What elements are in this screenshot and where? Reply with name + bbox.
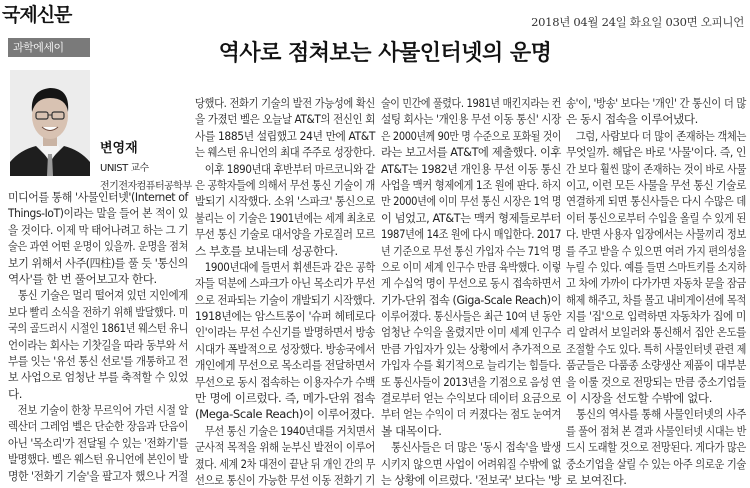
article-text-line: 볼 대목이다. <box>381 423 442 438</box>
article-text-line: 을 가졌던 벨은 오늘날 AT&T의 전신인 회 <box>195 112 375 127</box>
article-text-line: 자들 덕분에 스파크가 아닌 목소리가 무선 <box>195 276 375 291</box>
article-text-line: 엄청난 수익을 올렸지만 이미 세계 인구수 <box>381 325 561 340</box>
dateline: 2018년 04월 24일 화요일 030면 오피니언 <box>531 15 744 29</box>
article-text-line: 간 보다 훨씬 많이 존재하는 것이 바로 사물 <box>566 161 746 176</box>
article-text-line: 1987년에 14조 원에 다시 매입한다. 2017 <box>381 227 561 242</box>
article-text-line: 로 보여진다. <box>566 472 627 487</box>
article-text-line: 이후 1890년대 후반부터 마르코니와 같 <box>204 161 375 176</box>
article-text-line: 누릴 수 있다. 예를 들면 스마트키를 소지하 <box>566 259 746 274</box>
article-text-line: 이고, 이런 모든 사물을 무선 통신 기술로 <box>566 177 746 192</box>
article-text-line: 기가-단위 접속 (Giga-Scale Reach)이 <box>381 292 561 307</box>
article-text-line: 무선으로 동시 접속하는 이용자수가 수백 <box>195 374 375 389</box>
article-text-line: 년 기준으로 무선 통신 가입자 수는 71억 명 <box>381 243 561 258</box>
article-text-line: 라는 보고서를 AT&T에 제출했다. 이후 <box>381 145 561 160</box>
article-text-line: 발되기 시작했다. 소위 '스파크' 통신으로 <box>195 194 375 209</box>
article-text-line: 고 차에 가까이 다가가면 자동차 문을 잠금 <box>566 276 746 291</box>
article-text-line: 역사'를 한 번 풀어보고자 한다. <box>8 271 157 286</box>
article-text-line: 만 2000년에 이미 무선 통신 시장은 1억 명 <box>381 194 561 209</box>
author-photo <box>10 70 90 176</box>
article-text-line: (Mega-Scale Reach)이 이루어졌다. <box>195 407 375 422</box>
author-title: UNIST 교수 <box>100 163 149 174</box>
article-text-line: 무선 통신 기술은 1940년대를 거치면서 <box>204 423 375 438</box>
article-text-line: 시키지 않으면 사업이 어려워질 수밖에 없 <box>381 456 561 471</box>
article-text-line: 통신 기술은 멀리 떨어져 있던 지인에게 <box>17 288 188 303</box>
article-text-line: 으로 전파되는 기술이 개발되기 시작했다. <box>195 292 375 307</box>
section-tag: 과학에세이 <box>8 38 90 57</box>
article-text-line: 은 동시 접속을 이루어냈다. <box>566 112 698 127</box>
article-text-line: 사를 1885년 설립했고 24년 만에 AT&T <box>195 128 375 143</box>
author-byline <box>100 137 192 192</box>
article-text-line: 통신의 역사를 통해 사물인터넷의 사주 <box>576 407 746 422</box>
article-text-line: 를 주고 받을 수 있으면 여러 가지 편의성을 <box>566 243 746 258</box>
article-text-line: 무엇일까. 해답은 바로 '사물'이다. 즉, 인 <box>566 145 746 160</box>
article-text-line: 은 공학자들에 의해서 무선 통신 기술이 개 <box>195 177 375 192</box>
author-name: 변영재 <box>100 141 138 156</box>
article-text-line: 아닌 '목소리'가 전달될 수 있는 '전화기'를 <box>8 435 188 450</box>
article-text-line: 1918년에는 암스트롱이 '슈퍼 헤테로다 <box>195 309 375 324</box>
article-text-line: 이루어졌다. 통신사들은 최근 10여 년 동안 <box>381 309 561 324</box>
article-text-line: 개인에게 무선으로 목소리를 전달하면서 <box>195 358 375 373</box>
article-text-line: 을 것이다. 이제 막 태어나려고 하는 그 기 <box>8 222 188 237</box>
article-text-line: 보 사업으로 엄청난 부를 축적할 수 있었 <box>8 370 188 385</box>
article-text-line: 으로 이미 세계 인구수 만큼 육박했다. 이렇 <box>381 259 561 274</box>
article-text-line: 해제 해주고, 차를 몰고 내비게이션에 목적 <box>566 292 746 307</box>
newspaper-logo: 국제신문 <box>2 4 72 26</box>
article-text-line: 송'이, '방송' 보다는 '개인' 간 통신이 더 많 <box>566 96 746 110</box>
article-text-line: 만큼 가입자가 있는 상황에서 추가적으로 <box>381 341 561 356</box>
article-text-line: 미디어를 통해 '사물인터넷'(Internet of <box>8 190 188 204</box>
article-text-line: 1900년대에 들면서 휘센든과 같은 공학 <box>204 259 375 274</box>
article-text-line: 게 수십억 명이 무선으로 동시 접속하면서 <box>381 276 561 291</box>
article-text-line: 군사적 목적을 위해 눈부신 발전이 이루어 <box>195 440 375 455</box>
article-text-line: 렉산더 그레엄 벨은 단순한 장음과 단음이 <box>8 419 188 434</box>
article-text-line: 당했다. 전화기 기술의 발전 가능성에 확신 <box>195 96 375 110</box>
article-text-line: 부터 얻는 수익이 더 커졌다는 점도 눈여겨 <box>381 407 561 422</box>
article-text-line: 지를 '집'으로 입력하면 자동차가 집에 미 <box>566 309 746 324</box>
article-text-line: 국의 골드러시 시절인 1861년 웨스턴 유니 <box>8 321 188 336</box>
article-text-line: 술이 민간에 풀렸다. 1981년 매킨지라는 컨 <box>381 96 561 110</box>
article-text-line: 졌다. 세계 2차 대전이 끝난 뒤 개인 간의 무 <box>195 456 375 471</box>
article-text-line: 사업을 맥커 형제에게 1조 원에 판다. 하지 <box>381 177 561 192</box>
article-text-line: 전보 기술이 한창 무르익어 가던 시절 알 <box>17 403 188 418</box>
article-text-line: 보다 빨리 소식을 전하기 위해 발달했다. 미 <box>8 304 188 319</box>
article-column-2 <box>195 95 375 488</box>
article-text-line: 다. <box>8 386 23 401</box>
article-text-line: 드시 도래할 것으로 전망된다. 게다가 많은 <box>566 440 746 455</box>
article-text-line: 를 풀어 점쳐 본 결과 사물인터넷 시대는 반 <box>566 423 746 438</box>
article-text-line: 조절할 수도 있다. 특히 사물인터넷 관련 제 <box>566 341 746 356</box>
article-text-line: 발명했다. 벨은 웨스턴 유니언에 본인이 발 <box>8 452 188 467</box>
article-text-line: 인'이라는 무선 수신기를 발명하면서 방송 <box>195 325 375 340</box>
article-text-line: 리 알려서 보일러와 통신해서 집안 온도를 <box>566 325 746 340</box>
article-text-line: 설팅 회사는 '개인용 무선 이동 통신' 시장 <box>381 112 561 127</box>
article-text-line: 술은 과연 어떤 운명이 있을까. 운명을 점쳐 <box>8 239 188 254</box>
article-text-line: 보기 위해서 사주(四柱)를 풀 듯 '통신의 <box>8 255 188 270</box>
article-text-line: 결로부터 얻는 수익보다 데이터 요금으로 <box>381 391 561 406</box>
article-text-line: 그럼, 사람보다 더 많이 존재하는 객체는 <box>575 128 746 143</box>
article-text-line: 통신사들은 더 많은 '동시 접속'을 발생 <box>391 440 561 455</box>
article-column-3 <box>381 95 561 488</box>
headline: 역사로 점쳐보는 사물인터넷의 운명 <box>218 41 552 66</box>
article-text-line: AT&T는 1982년 개인용 무선 이동 통신 <box>381 161 561 176</box>
author-department: 전기전자컴퓨터공학부 <box>100 181 192 192</box>
article-text-line: 시대가 폭발적으로 성장했다. 방송국에서 <box>195 341 375 356</box>
article-text-line: 중소기업을 살릴 수 있는 아주 의로운 기술 <box>566 456 746 471</box>
article-text-line: 은 2000년께 90만 명 수준으로 포화될 것이 <box>381 128 561 143</box>
article-column-1 <box>8 189 188 484</box>
article-text-line: 이 넘었고, AT&T는 맥커 형제들로부터 <box>381 210 561 225</box>
article-text-line: 이터 통신으로부터 수입을 올릴 수 있게 된 <box>566 210 746 225</box>
article-text-line: 다. 반면 사용자 입장에서는 사물끼리 정보 <box>566 227 746 242</box>
article-text-line: 는 웨스턴 유니언의 최대 주주로 성장한다. <box>195 145 375 160</box>
article-text-line: Things-IoT)이라는 말을 들어 본 적이 있 <box>8 206 188 221</box>
article-text-line: 품군들은 다품종 소량생산 제품이 대부분 <box>566 358 746 373</box>
article-text-line: 만 명에 이르렀다. 즉, 메가-단위 접속 <box>195 391 375 406</box>
article-text-line: 또 통신사들이 2013년을 기점으로 음성 연 <box>381 374 561 389</box>
article-text-line: 언이라는 회사는 기찻길을 따라 동부와 서 <box>8 337 188 352</box>
article-text-line: 스 부호를 보내는데 성공한다. <box>195 243 338 258</box>
article-text-line: 을 이룰 것으로 전망되는 만큼 중소기업들 <box>566 374 746 389</box>
article-text-line: 는 상황에 이르렀다. '전보국' 보다는 '방 <box>381 472 561 487</box>
article-text-line: 선으로 통신이 가능한 무선 이동 전화기 기 <box>195 472 375 487</box>
article-text-line: 무선 통신 기술로 대서양을 가로질러 모르 <box>195 227 375 242</box>
article-text-line: 연결하게 되면 통신사들은 다시 수많은 데 <box>566 194 746 209</box>
article-column-4 <box>566 95 746 488</box>
article-text-line: 부를 잇는 '유선 통신 선로'를 개통하고 전 <box>8 353 188 368</box>
article-text-line: 가입자 수를 획기적으로 늘리기는 힘들다. <box>381 358 561 373</box>
article-text-line: 이 시장을 선도할 수밖에 없다. <box>566 391 713 406</box>
article-text-line: 불리는 이 기술은 1901년에는 세계 최초로 <box>195 210 375 225</box>
article-text-line: 명한 '전화기 기술'을 팔고자 했으나 거절 <box>8 468 188 483</box>
